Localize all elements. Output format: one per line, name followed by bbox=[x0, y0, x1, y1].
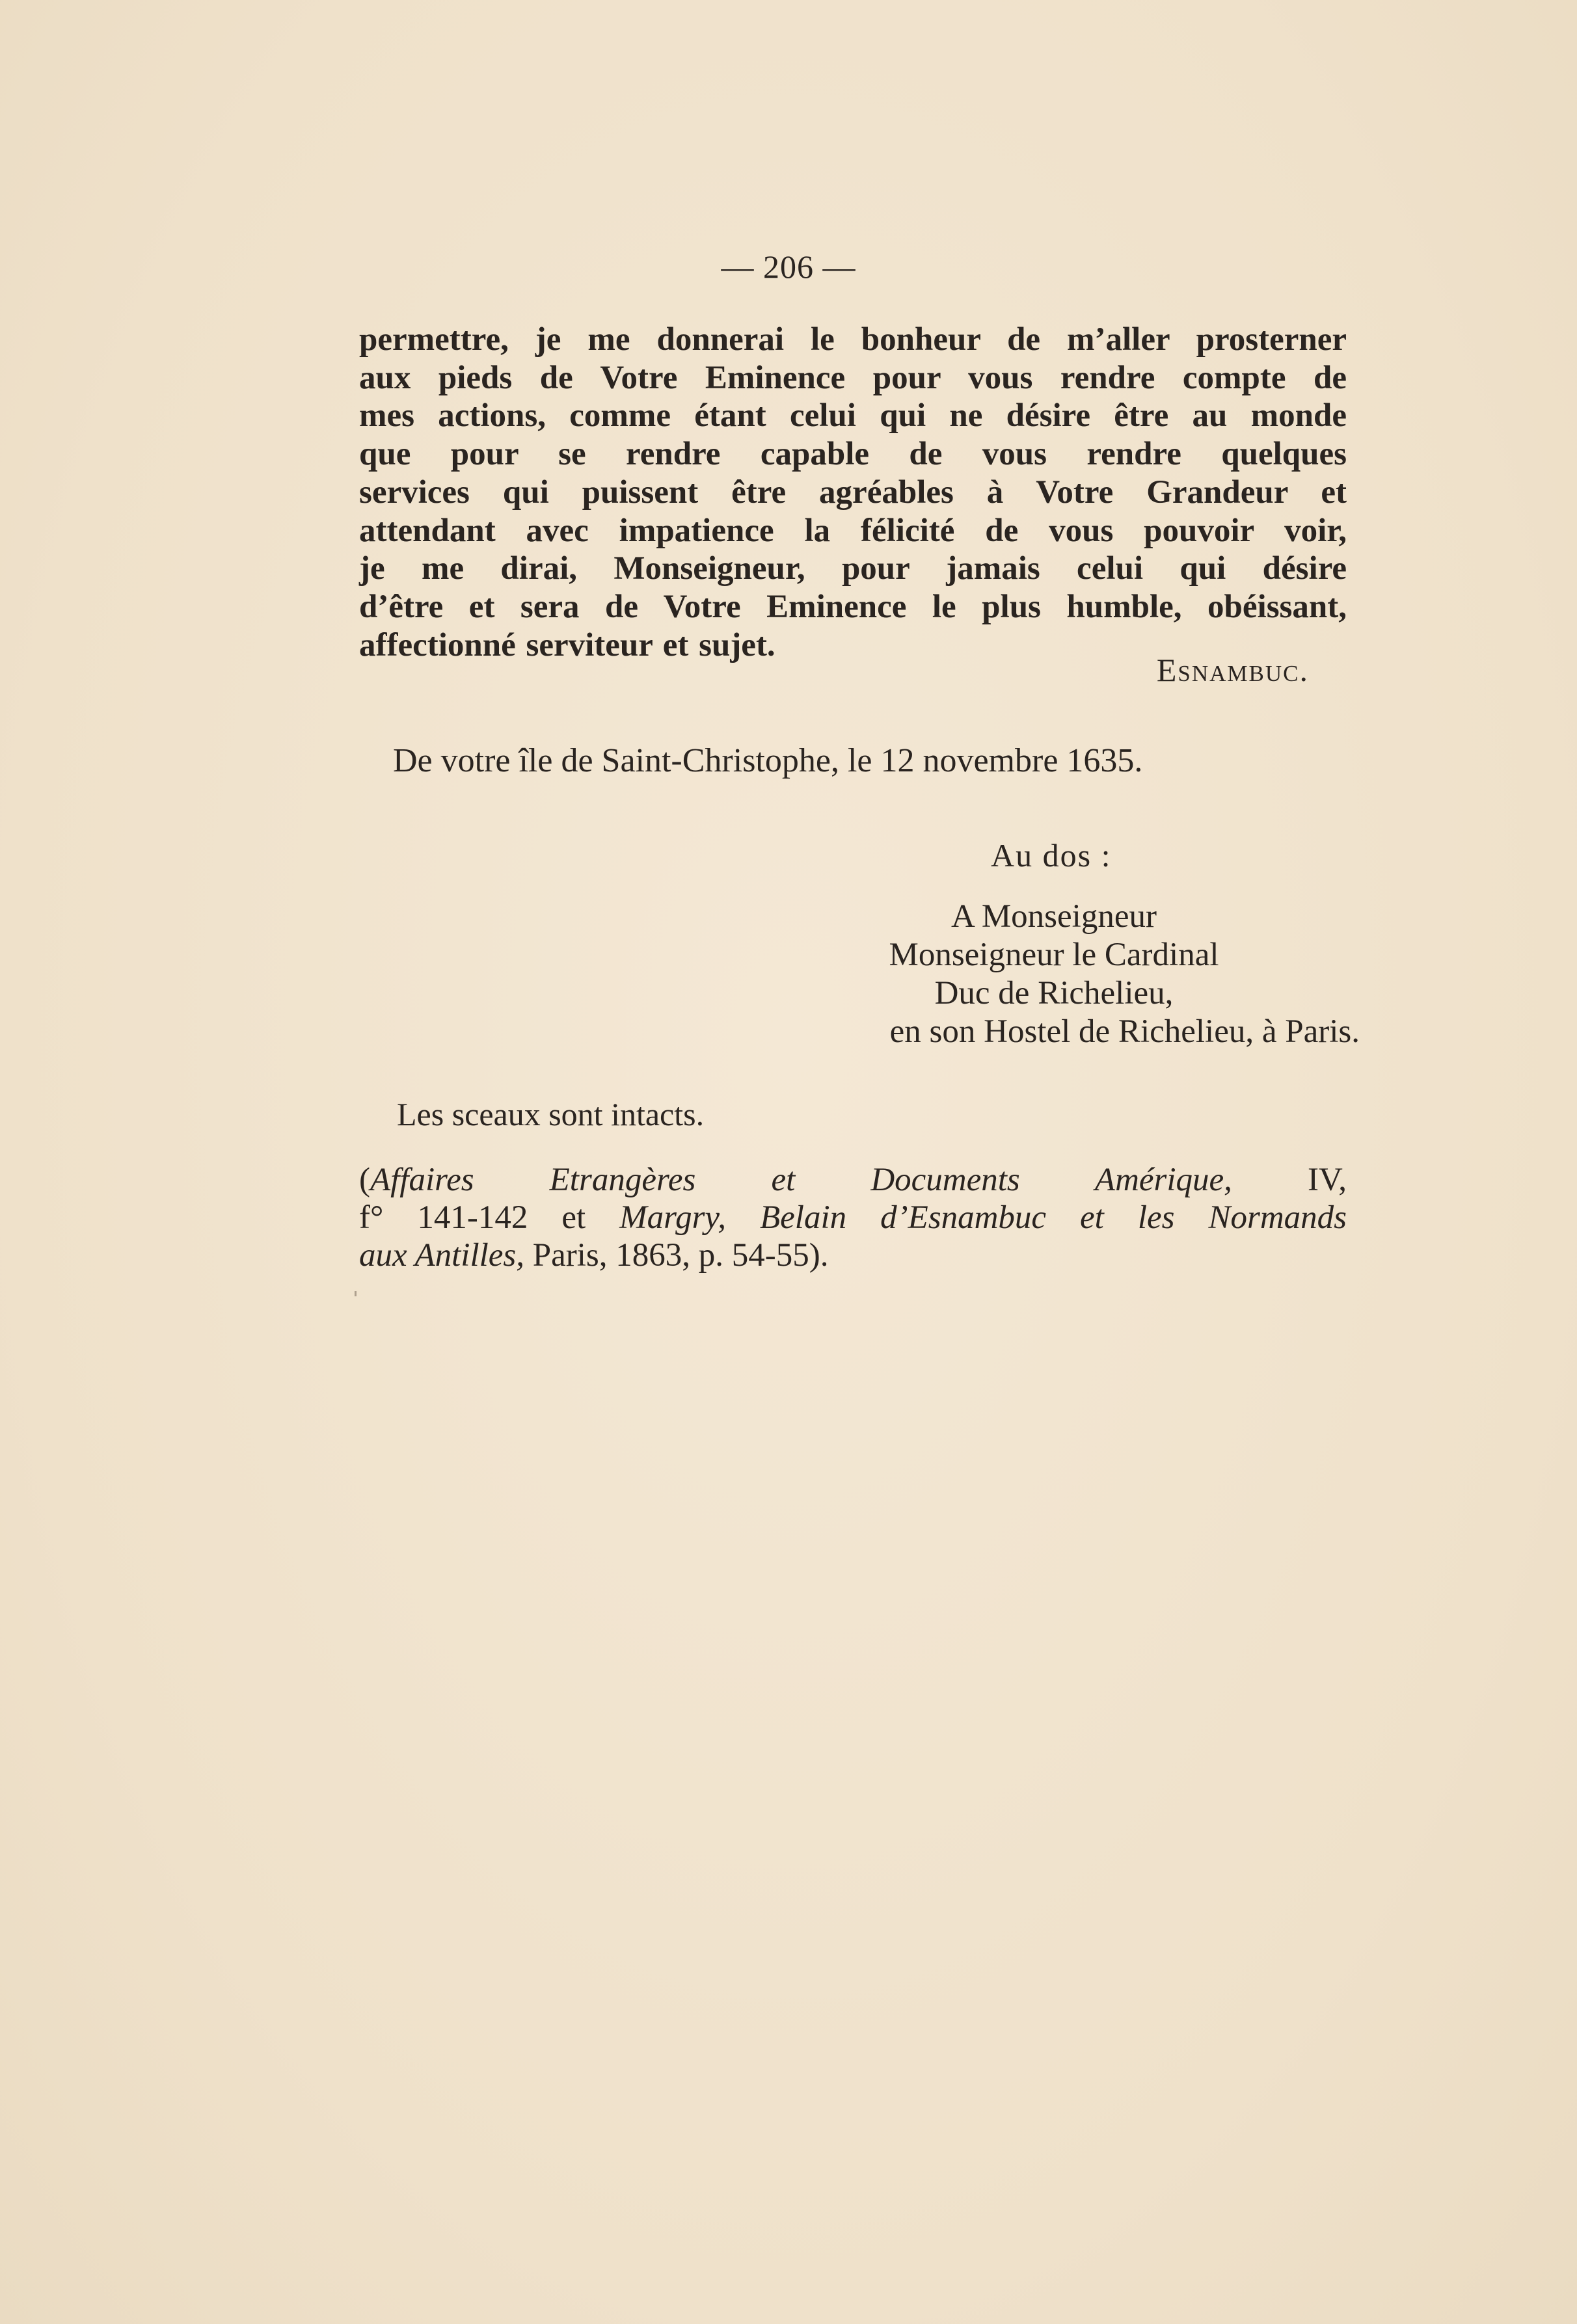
signature bbox=[1157, 650, 1309, 689]
body-line: que pour se rendre capable de vous rendre quelques bbox=[359, 436, 1347, 473]
body-line: aux pieds de Votre Eminence pour vous rendre compte de bbox=[359, 359, 1347, 396]
au-dos-heading: Au dos : bbox=[991, 837, 1112, 874]
address-line: A Monseigneur bbox=[951, 898, 1157, 935]
citation-line bbox=[359, 1236, 1347, 1274]
address-line: en son Hostel de Richelieu, à Paris. bbox=[889, 1013, 1360, 1050]
citation-line bbox=[359, 1199, 1347, 1236]
signature-name: Esnambuc. bbox=[1156, 652, 1309, 688]
citation-tail: Paris, 1863, p. 54-55). bbox=[524, 1237, 829, 1274]
citation-ref: f° 141-142 et bbox=[359, 1199, 620, 1236]
source-citation bbox=[359, 1161, 1347, 1274]
citation-work: aux Antilles, bbox=[359, 1237, 525, 1274]
body-line: mes actions, comme étant celui qui ne désire être au monde bbox=[359, 397, 1347, 434]
address-block bbox=[755, 898, 1360, 1051]
citation-work: Affaires Etrangères et Documents Amérique, bbox=[370, 1162, 1232, 1198]
ink-speck bbox=[355, 1291, 357, 1296]
citation-author: Margry, Belain d’Esnambuc et les Normands bbox=[619, 1199, 1347, 1236]
body-line: permettre, je me donnerai le bonheur de m’aller prosterner bbox=[359, 321, 1347, 358]
address-line: Monseigneur le Cardinal bbox=[889, 937, 1219, 973]
body-line: attendant avec impatience la félicité de vous pouvoir voir, bbox=[359, 512, 1347, 549]
page-number: — 206 — bbox=[721, 248, 856, 285]
citation-line bbox=[359, 1161, 1347, 1199]
body-line: affectionné serviteur et sujet. bbox=[359, 626, 775, 663]
address-line: Duc de Richelieu, bbox=[934, 975, 1174, 1011]
body-line: d’être et sera de Votre Eminence le plus humble, obéissant, bbox=[359, 588, 1347, 625]
body-line: je me dirai, Monseigneur, pour jamais celui qui désire bbox=[359, 550, 1347, 587]
letter-body bbox=[359, 321, 1347, 664]
seals-note: Les sceaux sont intacts. bbox=[397, 1096, 705, 1132]
citation-ref: IV, bbox=[1232, 1162, 1347, 1198]
dateline: De votre île de Saint-Christophe, le 12 novembre 1635. bbox=[393, 742, 1143, 779]
open-paren: ( bbox=[359, 1162, 370, 1198]
body-line: services qui puissent être agréables à Votre Grandeur et bbox=[359, 474, 1347, 511]
